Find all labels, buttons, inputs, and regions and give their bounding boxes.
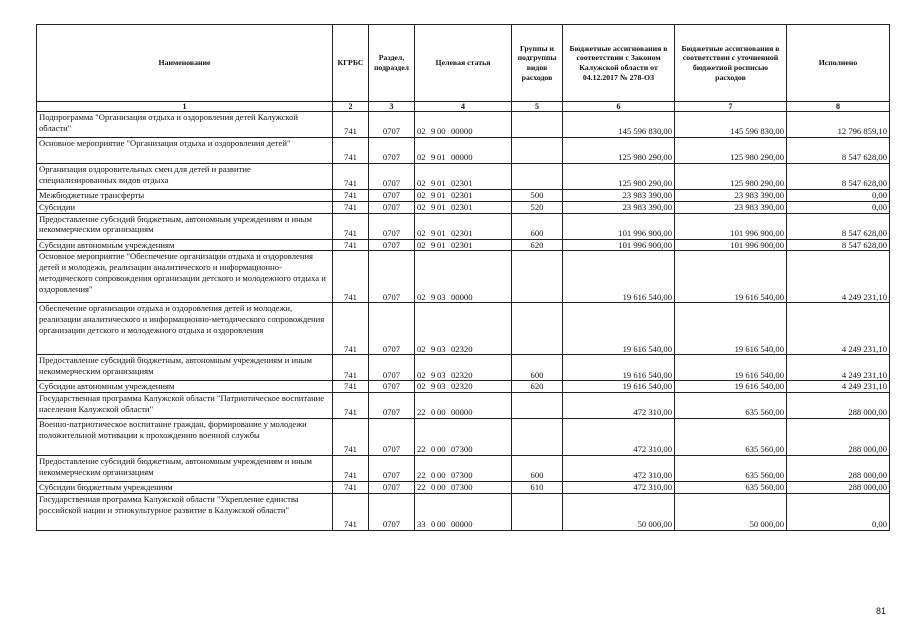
target-article-part: 22 bbox=[417, 407, 426, 418]
row-target-article bbox=[415, 493, 512, 530]
target-article-part: 02 bbox=[417, 239, 426, 250]
header-executed: Исполнено bbox=[787, 25, 890, 102]
row-kgrbs: 741 bbox=[333, 251, 369, 303]
row-kgrbs: 741 bbox=[333, 456, 369, 482]
row-expense-group bbox=[512, 138, 563, 164]
target-article-part: 9 bbox=[431, 381, 436, 392]
row-refined-amount: 635 560,00 bbox=[675, 419, 787, 456]
row-kgrbs: 741 bbox=[333, 493, 369, 530]
row-section: 0707 bbox=[369, 251, 415, 303]
col-number: 4 bbox=[415, 102, 512, 112]
target-article-part: 02320 bbox=[451, 369, 473, 380]
row-kgrbs: 741 bbox=[333, 355, 369, 381]
target-article-part: 07300 bbox=[451, 444, 473, 455]
row-refined-amount: 19 616 540,00 bbox=[675, 355, 787, 381]
row-executed-amount: 0,00 bbox=[787, 201, 890, 213]
row-executed-amount: 0,00 bbox=[787, 493, 890, 530]
table-row bbox=[37, 419, 890, 456]
table-row bbox=[37, 456, 890, 482]
row-executed-amount: 4 249 231,10 bbox=[787, 303, 890, 355]
table-row bbox=[37, 493, 890, 530]
row-law-amount: 19 616 540,00 bbox=[563, 251, 675, 303]
row-expense-group bbox=[512, 112, 563, 138]
target-article-part: 02320 bbox=[451, 343, 473, 354]
table-row bbox=[37, 393, 890, 419]
target-article-part: 02 bbox=[417, 126, 426, 137]
target-article-part: 9 bbox=[431, 369, 436, 380]
target-article-part: 9 bbox=[431, 190, 436, 200]
target-article-part: 02 bbox=[417, 381, 426, 392]
row-law-amount: 19 616 540,00 bbox=[563, 355, 675, 381]
row-target-article bbox=[415, 251, 512, 303]
table-row bbox=[37, 190, 890, 202]
header-name: Наименование bbox=[37, 25, 333, 102]
col-number: 2 bbox=[333, 102, 369, 112]
target-article-part: 22 bbox=[417, 482, 426, 493]
table-body bbox=[37, 112, 890, 531]
row-kgrbs: 741 bbox=[333, 164, 369, 190]
row-kgrbs: 741 bbox=[333, 303, 369, 355]
target-article-part: 07300 bbox=[451, 482, 473, 493]
target-article-part: 9 bbox=[431, 126, 436, 137]
row-name: Субсидии автономным учреждениям bbox=[37, 381, 333, 393]
row-section: 0707 bbox=[369, 239, 415, 251]
row-name: Межбюджетные трансферты bbox=[37, 190, 333, 202]
row-executed-amount: 4 249 231,10 bbox=[787, 251, 890, 303]
target-article-part: 0 bbox=[431, 482, 436, 493]
target-article-part: 02 bbox=[417, 178, 426, 189]
target-article-part: 02 bbox=[417, 152, 426, 163]
col-number: 8 bbox=[787, 102, 890, 112]
target-article-part: 9 bbox=[431, 227, 436, 238]
row-name: Государственная программа Калужской области "Патриотическое воспитание населения Калужской области" bbox=[37, 393, 333, 419]
row-law-amount: 23 983 390,00 bbox=[563, 201, 675, 213]
target-article-part: 00 bbox=[437, 470, 446, 481]
row-executed-amount: 8 547 628,00 bbox=[787, 213, 890, 239]
row-target-article bbox=[415, 190, 512, 202]
row-target-article bbox=[415, 213, 512, 239]
target-article-part: 01 bbox=[437, 239, 446, 250]
table-row bbox=[37, 381, 890, 393]
row-target-article bbox=[415, 239, 512, 251]
row-section: 0707 bbox=[369, 190, 415, 202]
row-expense-group bbox=[512, 164, 563, 190]
row-refined-amount: 50 000,00 bbox=[675, 493, 787, 530]
target-article-part: 9 bbox=[431, 152, 436, 163]
row-section: 0707 bbox=[369, 213, 415, 239]
row-target-article bbox=[415, 456, 512, 482]
target-article-part: 9 bbox=[431, 239, 436, 250]
target-article-part: 02 bbox=[417, 343, 426, 354]
target-article-part: 02301 bbox=[451, 201, 473, 212]
row-target-article bbox=[415, 482, 512, 494]
row-name: Подпрограмма "Организация отдыха и оздоровления детей Калужской области" bbox=[37, 112, 333, 138]
target-article-part: 03 bbox=[437, 381, 446, 392]
budget-table bbox=[36, 24, 890, 531]
row-refined-amount: 19 616 540,00 bbox=[675, 251, 787, 303]
row-expense-group: 600 bbox=[512, 456, 563, 482]
table-row bbox=[37, 355, 890, 381]
row-section: 0707 bbox=[369, 303, 415, 355]
col-number: 1 bbox=[37, 102, 333, 112]
row-expense-group: 620 bbox=[512, 381, 563, 393]
row-kgrbs: 741 bbox=[333, 239, 369, 251]
target-article-part: 33 bbox=[417, 519, 426, 530]
row-executed-amount: 8 547 628,00 bbox=[787, 164, 890, 190]
row-expense-group bbox=[512, 251, 563, 303]
row-kgrbs: 741 bbox=[333, 112, 369, 138]
row-expense-group bbox=[512, 419, 563, 456]
row-refined-amount: 23 983 390,00 bbox=[675, 201, 787, 213]
row-executed-amount: 12 796 859,10 bbox=[787, 112, 890, 138]
target-article-part: 00000 bbox=[451, 407, 473, 418]
target-article-part: 02 bbox=[417, 201, 426, 212]
row-refined-amount: 635 560,00 bbox=[675, 482, 787, 494]
row-section: 0707 bbox=[369, 393, 415, 419]
row-expense-group bbox=[512, 493, 563, 530]
row-name: Основное мероприятие "Организация отдыха и оздоровления детей" bbox=[37, 138, 333, 164]
col-number: 7 bbox=[675, 102, 787, 112]
row-refined-amount: 101 996 900,00 bbox=[675, 213, 787, 239]
row-expense-group: 620 bbox=[512, 239, 563, 251]
row-target-article bbox=[415, 355, 512, 381]
row-section: 0707 bbox=[369, 456, 415, 482]
header-section: Раздел, подраздел bbox=[369, 25, 415, 102]
row-refined-amount: 145 596 830,00 bbox=[675, 112, 787, 138]
target-article-part: 01 bbox=[437, 178, 446, 189]
row-kgrbs: 741 bbox=[333, 201, 369, 213]
row-name: Предоставление субсидий бюджетным, автономным учреждениям и иным некоммерческим организациям bbox=[37, 355, 333, 381]
table-row bbox=[37, 138, 890, 164]
target-article-part: 00000 bbox=[451, 126, 473, 137]
row-executed-amount: 8 547 628,00 bbox=[787, 138, 890, 164]
page-number: 81 bbox=[876, 606, 887, 616]
row-law-amount: 472 310,00 bbox=[563, 456, 675, 482]
header-target: Целевая статья bbox=[415, 25, 512, 102]
target-article-part: 00 bbox=[437, 407, 446, 418]
target-article-part: 03 bbox=[437, 369, 446, 380]
col-number: 6 bbox=[563, 102, 675, 112]
row-expense-group bbox=[512, 393, 563, 419]
table-row bbox=[37, 112, 890, 138]
row-executed-amount: 288 000,00 bbox=[787, 393, 890, 419]
target-article-part: 01 bbox=[437, 190, 446, 200]
target-article-part: 02301 bbox=[451, 239, 473, 250]
row-law-amount: 50 000,00 bbox=[563, 493, 675, 530]
row-kgrbs: 741 bbox=[333, 190, 369, 202]
target-article-part: 02 bbox=[417, 369, 426, 380]
table-header bbox=[37, 25, 890, 112]
row-law-amount: 145 596 830,00 bbox=[563, 112, 675, 138]
row-refined-amount: 101 996 900,00 bbox=[675, 239, 787, 251]
target-article-part: 02301 bbox=[451, 227, 473, 238]
row-executed-amount: 288 000,00 bbox=[787, 419, 890, 456]
target-article-part: 07300 bbox=[451, 470, 473, 481]
row-kgrbs: 741 bbox=[333, 482, 369, 494]
target-article-part: 02320 bbox=[451, 381, 473, 392]
row-name: Предоставление субсидий бюджетным, автономным учреждениям и иным некоммерческим организациям bbox=[37, 213, 333, 239]
row-section: 0707 bbox=[369, 164, 415, 190]
row-section: 0707 bbox=[369, 381, 415, 393]
row-refined-amount: 635 560,00 bbox=[675, 393, 787, 419]
row-refined-amount: 125 980 290,00 bbox=[675, 164, 787, 190]
row-target-article bbox=[415, 303, 512, 355]
row-expense-group: 600 bbox=[512, 213, 563, 239]
row-kgrbs: 741 bbox=[333, 138, 369, 164]
row-section: 0707 bbox=[369, 493, 415, 530]
target-article-part: 02301 bbox=[451, 190, 473, 200]
row-law-amount: 19 616 540,00 bbox=[563, 303, 675, 355]
target-article-part: 00000 bbox=[451, 291, 473, 302]
row-law-amount: 472 310,00 bbox=[563, 419, 675, 456]
row-target-article bbox=[415, 138, 512, 164]
target-article-part: 0 bbox=[431, 444, 436, 455]
target-article-part: 00 bbox=[437, 482, 446, 493]
row-executed-amount: 4 249 231,10 bbox=[787, 381, 890, 393]
target-article-part: 9 bbox=[431, 201, 436, 212]
row-kgrbs: 741 bbox=[333, 419, 369, 456]
row-section: 0707 bbox=[369, 112, 415, 138]
row-law-amount: 472 310,00 bbox=[563, 482, 675, 494]
row-target-article bbox=[415, 393, 512, 419]
table-row bbox=[37, 239, 890, 251]
row-kgrbs: 741 bbox=[333, 213, 369, 239]
target-article-part: 01 bbox=[437, 201, 446, 212]
row-executed-amount: 4 249 231,10 bbox=[787, 355, 890, 381]
table-row bbox=[37, 201, 890, 213]
row-law-amount: 101 996 900,00 bbox=[563, 239, 675, 251]
col-number: 5 bbox=[512, 102, 563, 112]
row-expense-group: 600 bbox=[512, 355, 563, 381]
row-section: 0707 bbox=[369, 201, 415, 213]
target-article-part: 22 bbox=[417, 470, 426, 481]
row-section: 0707 bbox=[369, 482, 415, 494]
target-article-part: 9 bbox=[431, 291, 436, 302]
row-target-article bbox=[415, 164, 512, 190]
row-section: 0707 bbox=[369, 355, 415, 381]
table-row bbox=[37, 303, 890, 355]
row-law-amount: 472 310,00 bbox=[563, 393, 675, 419]
row-name: Обеспечение организации отдыха и оздоровления детей и молодежи, реализации аналитического и информационно-методического сопровождения организации детского и молодежного отдыха и оздоровления bbox=[37, 303, 333, 355]
target-article-part: 02301 bbox=[451, 178, 473, 189]
row-refined-amount: 19 616 540,00 bbox=[675, 303, 787, 355]
row-law-amount: 125 980 290,00 bbox=[563, 164, 675, 190]
header-kgrbs: КГРБС bbox=[333, 25, 369, 102]
row-executed-amount: 288 000,00 bbox=[787, 482, 890, 494]
row-name: Предоставление субсидий бюджетным, автономным учреждениям и иным некоммерческим организациям bbox=[37, 456, 333, 482]
table-row bbox=[37, 482, 890, 494]
table-row bbox=[37, 213, 890, 239]
target-article-part: 02 bbox=[417, 227, 426, 238]
row-name: Субсидии бюджетным учреждениям bbox=[37, 482, 333, 494]
row-expense-group bbox=[512, 303, 563, 355]
target-article-part: 00000 bbox=[451, 152, 473, 163]
target-article-part: 02 bbox=[417, 190, 426, 200]
target-article-part: 0 bbox=[431, 519, 436, 530]
row-expense-group: 500 bbox=[512, 190, 563, 202]
row-refined-amount: 19 616 540,00 bbox=[675, 381, 787, 393]
target-article-part: 03 bbox=[437, 343, 446, 354]
row-expense-group: 610 bbox=[512, 482, 563, 494]
row-name: Военно-патриотическое воспитание граждан, формирование у молодежи положительной мотивации к прохождению военной службы bbox=[37, 419, 333, 456]
row-executed-amount: 288 000,00 bbox=[787, 456, 890, 482]
target-article-part: 00 bbox=[437, 126, 446, 137]
table-row bbox=[37, 251, 890, 303]
row-law-amount: 23 983 390,00 bbox=[563, 190, 675, 202]
row-target-article bbox=[415, 381, 512, 393]
row-refined-amount: 23 983 390,00 bbox=[675, 190, 787, 202]
col-number: 3 bbox=[369, 102, 415, 112]
target-article-part: 03 bbox=[437, 291, 446, 302]
row-name: Основное мероприятие "Обеспечение организации отдыха и оздоровления детей и молодежи, реализации аналитического и информационно-методического сопровождения организации детского и молодежного отдыха и оздоровления" bbox=[37, 251, 333, 303]
row-refined-amount: 125 980 290,00 bbox=[675, 138, 787, 164]
row-expense-group: 520 bbox=[512, 201, 563, 213]
row-name: Субсидии автономным учреждениям bbox=[37, 239, 333, 251]
row-law-amount: 125 980 290,00 bbox=[563, 138, 675, 164]
row-law-amount: 101 996 900,00 bbox=[563, 213, 675, 239]
target-article-part: 01 bbox=[437, 152, 446, 163]
target-article-part: 22 bbox=[417, 444, 426, 455]
header-refined: Бюджетные ассигнования в соответствии с уточненной бюджетной росписью расходов bbox=[675, 25, 787, 102]
row-name: Субсидии bbox=[37, 201, 333, 213]
target-article-part: 9 bbox=[431, 343, 436, 354]
row-target-article bbox=[415, 201, 512, 213]
target-article-part: 00 bbox=[437, 444, 446, 455]
target-article-part: 9 bbox=[431, 178, 436, 189]
row-refined-amount: 635 560,00 bbox=[675, 456, 787, 482]
target-article-part: 01 bbox=[437, 227, 446, 238]
row-target-article bbox=[415, 419, 512, 456]
target-article-part: 0 bbox=[431, 470, 436, 481]
row-law-amount: 19 616 540,00 bbox=[563, 381, 675, 393]
header-law: Бюджетные ассигнования в соответствии с Законом Калужской области от 04.12.2017 № 278-ОЗ bbox=[563, 25, 675, 102]
row-target-article bbox=[415, 112, 512, 138]
target-article-part: 0 bbox=[431, 407, 436, 418]
row-kgrbs: 741 bbox=[333, 393, 369, 419]
header-groups: Группы и подгруппы видов расходов bbox=[512, 25, 563, 102]
row-kgrbs: 741 bbox=[333, 381, 369, 393]
target-article-part: 00 bbox=[437, 519, 446, 530]
row-name: Государственная программа Калужской области "Укрепление единства российской нации и этнокультурное развитие в Калужской области" bbox=[37, 493, 333, 530]
row-name: Организация оздоровительных смен для детей и развитие специализированных видов отдыха bbox=[37, 164, 333, 190]
table-row bbox=[37, 164, 890, 190]
row-executed-amount: 8 547 628,00 bbox=[787, 239, 890, 251]
row-executed-amount: 0,00 bbox=[787, 190, 890, 202]
row-section: 0707 bbox=[369, 419, 415, 456]
target-article-part: 00000 bbox=[451, 519, 473, 530]
target-article-part: 02 bbox=[417, 291, 426, 302]
row-section: 0707 bbox=[369, 138, 415, 164]
